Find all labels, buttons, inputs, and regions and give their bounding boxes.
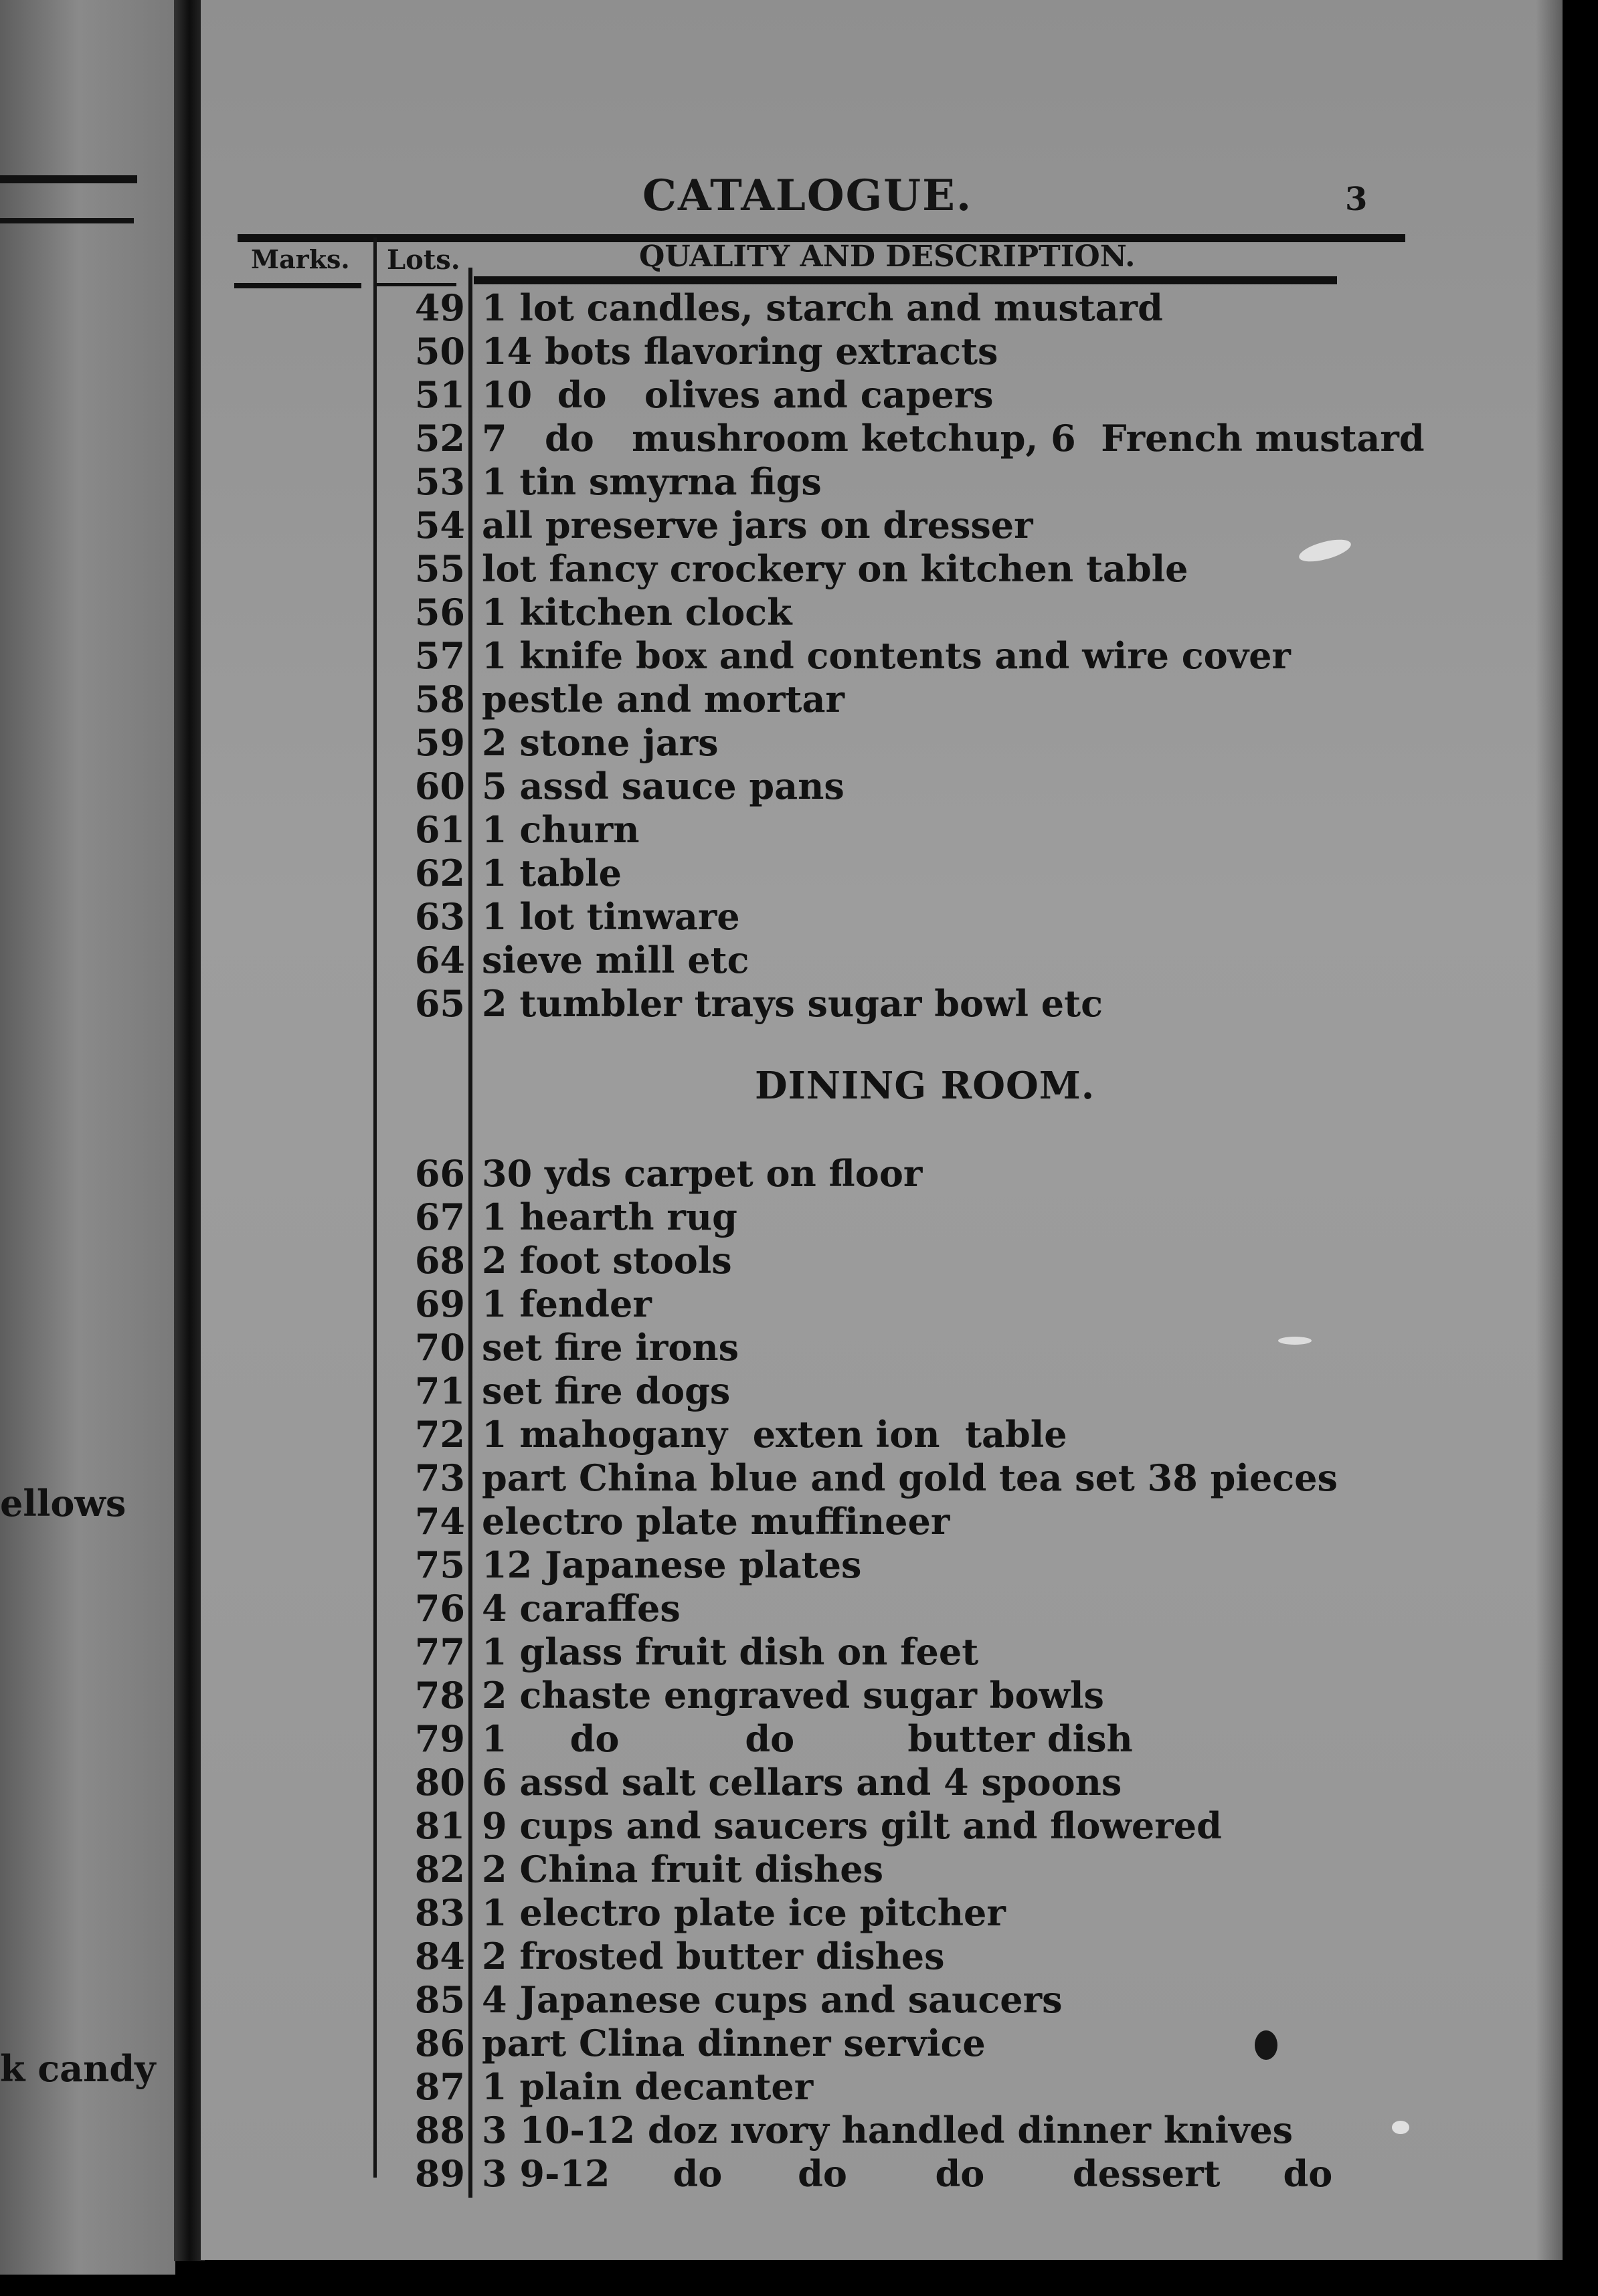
- lot-description: 1 kitchen clock: [482, 591, 792, 634]
- lot-number: 52: [414, 417, 465, 460]
- lot-number: 59: [414, 721, 465, 764]
- section-heading-dining-room: DINING ROOM.: [755, 1064, 1095, 1108]
- lot-number: 63: [414, 895, 465, 938]
- lot-number: 82: [414, 1848, 465, 1891]
- facing-page-fragment: k candy: [0, 2047, 156, 2090]
- lot-description: 2 chaste engraved sugar bowls: [482, 1674, 1104, 1717]
- ink-blot: [1255, 2030, 1277, 2060]
- lot-number: 49: [414, 286, 465, 329]
- lot-description: 7 do mushroom ketchup, 6 French mustard: [482, 417, 1425, 460]
- description-underline: [474, 276, 1337, 284]
- column-header-marks: Marks.: [251, 244, 350, 274]
- lot-number: 73: [414, 1456, 465, 1499]
- lot-number: 86: [414, 2022, 465, 2065]
- facing-page-fragment: ellows: [0, 1482, 126, 1525]
- lot-description: 5 assd sauce pans: [482, 765, 845, 807]
- lot-description: sieve mill etc: [482, 939, 749, 981]
- lot-description: 1 glass fruit dish on feet: [482, 1630, 979, 1673]
- lot-number: 72: [414, 1413, 465, 1456]
- lot-description: 2 foot stools: [482, 1239, 732, 1282]
- lot-description: part China blue and gold tea set 38 pieces: [482, 1456, 1338, 1499]
- lot-number: 68: [414, 1239, 465, 1282]
- lot-number: 53: [414, 460, 465, 503]
- lot-description: 14 bots flavoring extracts: [482, 330, 998, 373]
- lot-number: 54: [414, 504, 465, 547]
- marks-underline: [234, 283, 361, 288]
- column-header-description: QUALITY AND DESCRIPTION.: [639, 240, 1136, 274]
- lot-description: 1 tin smyrna figs: [482, 460, 822, 503]
- lot-number: 61: [414, 808, 465, 851]
- lot-description: 1 table: [482, 852, 622, 894]
- lot-description: 1 mahogany exten ion table: [482, 1413, 1067, 1456]
- facing-page-rule: [0, 175, 137, 183]
- lot-number: 67: [414, 1195, 465, 1238]
- lot-description: 1 fender: [482, 1282, 652, 1325]
- lot-description: 1 lot tinware: [482, 895, 740, 938]
- lot-description: 30 yds carpet on floor: [482, 1152, 923, 1195]
- lot-number: 71: [414, 1369, 465, 1412]
- lot-number: 76: [414, 1587, 465, 1630]
- lot-description: 1 knife box and contents and wire cover: [482, 634, 1291, 677]
- page-number: 3: [1345, 181, 1368, 218]
- lot-number: 57: [414, 634, 465, 677]
- lot-description: 1 churn: [482, 808, 640, 851]
- lot-number: 62: [414, 852, 465, 894]
- lot-description: electro plate muffineer: [482, 1500, 950, 1543]
- lot-number: 64: [414, 939, 465, 981]
- lot-number: 66: [414, 1152, 465, 1195]
- paper-blemish: [1392, 2121, 1409, 2134]
- lot-number: 87: [414, 2065, 465, 2108]
- lot-description: 2 stone jars: [482, 721, 719, 764]
- lot-description: 2 frosted butter dishes: [482, 1935, 945, 1978]
- lot-description: 2 China fruit dishes: [482, 1848, 884, 1891]
- lot-description: 10 do olives and capers: [482, 373, 994, 416]
- lot-description: 4 caraffes: [482, 1587, 681, 1630]
- paper-blemish: [1278, 1337, 1312, 1345]
- lot-number: 88: [414, 2109, 465, 2151]
- lot-number: 80: [414, 1761, 465, 1804]
- paper-blemish: [1297, 535, 1353, 566]
- lot-number: 51: [414, 373, 465, 416]
- lot-description: set fire irons: [482, 1326, 739, 1369]
- lot-number: 83: [414, 1891, 465, 1934]
- lot-number: 77: [414, 1630, 465, 1673]
- lot-number: 81: [414, 1804, 465, 1847]
- lot-description: 1 lot candles, starch and mustard: [482, 286, 1163, 329]
- lot-number: 60: [414, 765, 465, 807]
- lot-description: 9 cups and saucers gilt and flowered: [482, 1804, 1222, 1847]
- lot-description: 1 hearth rug: [482, 1195, 737, 1238]
- lot-number: 75: [414, 1543, 465, 1586]
- page-title: CATALOGUE.: [642, 171, 973, 221]
- page-edge-shadow: [1536, 0, 1563, 2260]
- lot-description: 12 Japanese plates: [482, 1543, 862, 1586]
- lot-description: 1 electro plate ice pitcher: [482, 1891, 1006, 1934]
- lot-number: 78: [414, 1674, 465, 1717]
- lot-number: 56: [414, 591, 465, 634]
- lot-number: 69: [414, 1282, 465, 1325]
- lot-number: 89: [414, 2152, 465, 2195]
- column-header-lots: Lots.: [387, 244, 460, 276]
- lot-number: 65: [414, 982, 465, 1025]
- lot-number: 50: [414, 330, 465, 373]
- facing-page: [0, 0, 175, 2275]
- lot-description: 6 assd salt cellars and 4 spoons: [482, 1761, 1122, 1804]
- lot-number: 85: [414, 1978, 465, 2021]
- lot-description: 1 do do butter dish: [482, 1717, 1133, 1760]
- lot-description: set fire dogs: [482, 1369, 731, 1412]
- lot-description: 3 9-12 do do do dessert do: [482, 2152, 1333, 2195]
- lot-number: 70: [414, 1326, 465, 1369]
- lot-number: 55: [414, 547, 465, 590]
- lot-number: 84: [414, 1935, 465, 1978]
- lot-description: lot fancy crockery on kitchen table: [482, 547, 1188, 590]
- lot-number: 58: [414, 678, 465, 721]
- lot-description: part Clina dinner service: [482, 2022, 986, 2065]
- facing-page-rule: [0, 218, 134, 223]
- lot-number: 74: [414, 1500, 465, 1543]
- lot-description: pestle and mortar: [482, 678, 845, 721]
- lot-number: 79: [414, 1717, 465, 1760]
- catalogue-page: [201, 0, 1563, 2260]
- lot-description: 1 plain decanter: [482, 2065, 814, 2108]
- lot-description: all preserve jars on dresser: [482, 504, 1033, 547]
- lot-description: 2 tumbler trays sugar bowl etc: [482, 982, 1103, 1025]
- lot-description: 4 Japanese cups and saucers: [482, 1978, 1063, 2021]
- lot-description: 3 10-12 doz ıvory handled dinner knives: [482, 2109, 1294, 2151]
- lots-column-rule: [468, 268, 472, 2198]
